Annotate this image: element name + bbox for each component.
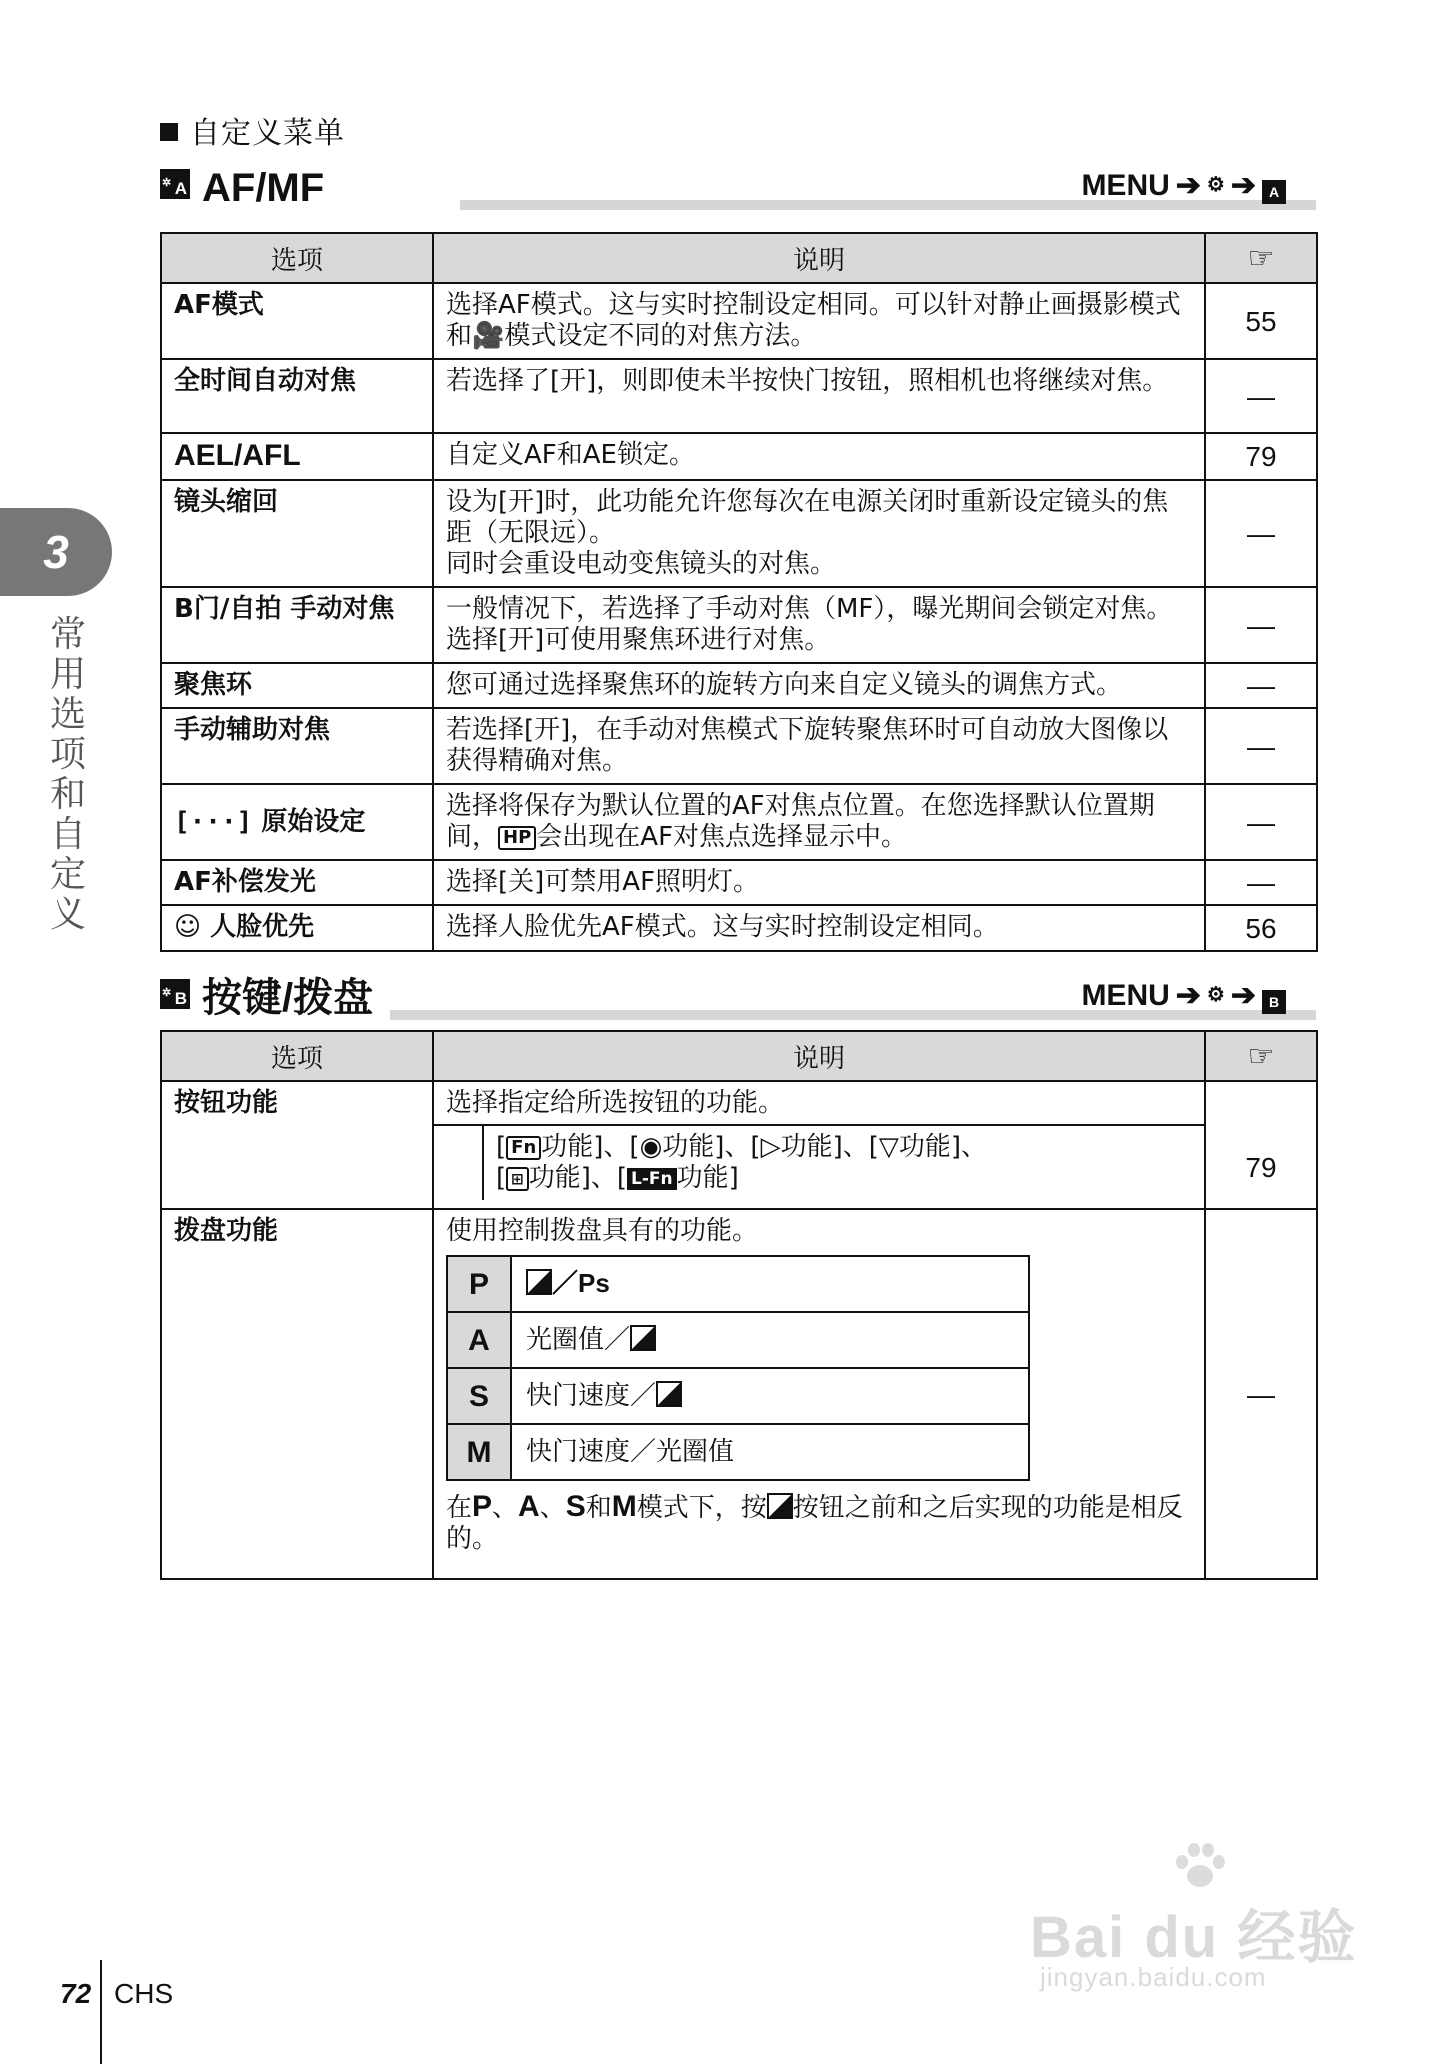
- page-reference: 55: [1205, 283, 1317, 359]
- option-cell: AEL/AFL: [161, 433, 433, 480]
- down-button-icon: ▽: [878, 1132, 899, 1162]
- description-cell: 自定义AF和AE锁定。: [433, 433, 1205, 480]
- dial-function-desc: 使用控制拨盘具有的功能。: [446, 1216, 759, 1246]
- table-row: [161, 784, 1317, 860]
- mode-function: 快门速度／: [511, 1368, 1029, 1424]
- table-header-row: [161, 233, 1317, 283]
- lfn-button-icon: L-Fn: [627, 1168, 677, 1190]
- column-header-description: 说明: [433, 1031, 1205, 1081]
- af-target-icon: [···]: [174, 806, 253, 837]
- home-position-icon: HP: [498, 826, 536, 850]
- column-header-option: 选项: [161, 1031, 433, 1081]
- custom-a-icon: A: [1262, 180, 1286, 204]
- exposure-compensation-icon: [767, 1493, 793, 1519]
- table-row: [161, 1081, 1317, 1209]
- mode-label: A: [447, 1312, 511, 1368]
- description-cell: 设为[开]时，此功能允许您每次在电源关闭时重新设定镜头的焦距（无限远）。 同时会重设电动变焦镜头的对焦。: [433, 480, 1205, 587]
- face-icon: ☺: [174, 912, 202, 942]
- arrow-right-icon: ➔: [1230, 979, 1256, 1012]
- option-cell: 按钮功能: [161, 1081, 433, 1209]
- option-cell: [···] 原始设定: [161, 784, 433, 860]
- record-button-icon: ◉: [639, 1132, 663, 1162]
- section-af-mf-title: ✲ A AF/MF: [162, 166, 325, 210]
- description-cell: 若选择了[开]，则即使未半按快门按钮，照相机也将继续对焦。: [433, 359, 1205, 433]
- gear-icon: ⚙: [1206, 984, 1225, 1006]
- page-reference: —: [1205, 359, 1317, 433]
- watermark-url: jingyan.baidu.com: [1040, 1962, 1267, 1992]
- mode-row: [447, 1424, 1029, 1480]
- page-reference: —: [1205, 480, 1317, 587]
- table-row: [161, 480, 1317, 587]
- description-cell: 若选择[开]，在手动对焦模式下旋转聚焦环时可自动放大图像以获得精确对焦。: [433, 708, 1205, 784]
- option-cell: 拨盘功能: [161, 1209, 433, 1579]
- page-reference: 56: [1205, 905, 1317, 951]
- arrow-right-icon: ➔: [1230, 169, 1256, 202]
- option-cell: B门/自拍 手动对焦: [161, 587, 433, 663]
- option-cell: AF模式: [161, 283, 433, 359]
- description-cell: [433, 1209, 1205, 1579]
- section-af-mf-header: [160, 150, 1316, 210]
- page-reference: —: [1205, 1209, 1317, 1579]
- custom-a-icon: ✲ A: [160, 169, 190, 199]
- table-row: [161, 663, 1317, 708]
- dial-mode-table: [446, 1255, 1030, 1481]
- mode-function: 快门速度／光圈值: [511, 1424, 1029, 1480]
- gear-icon: ⚙: [1206, 174, 1225, 196]
- page-reference: 79: [1205, 433, 1317, 480]
- option-cell: 镜头缩回: [161, 480, 433, 587]
- page-reference: —: [1205, 784, 1317, 860]
- exposure-compensation-icon: [656, 1381, 682, 1407]
- column-header-reference: [1205, 233, 1317, 283]
- pointing-hand-icon: ☞: [1247, 240, 1275, 276]
- exposure-compensation-icon: [630, 1325, 656, 1351]
- mode-row: [447, 1256, 1029, 1312]
- section-button-dial-title: ✲ B 按键/拨盘: [162, 976, 374, 1020]
- option-cell: ☺ 人脸优先: [161, 905, 433, 951]
- page-reference: 79: [1205, 1081, 1317, 1209]
- table-row: [161, 283, 1317, 359]
- menu-path: MENU ➔ ⚙ ➔ A: [1081, 168, 1286, 204]
- button-function-desc: 选择指定给所选按钮的功能。: [434, 1082, 1204, 1126]
- arrow-right-icon: ➔: [1175, 979, 1201, 1012]
- pointing-hand-icon: ☞: [1247, 1038, 1275, 1074]
- footer-divider: [100, 1960, 102, 2064]
- af-mf-table: [160, 232, 1318, 952]
- page-number: 72: [60, 1978, 92, 2009]
- menu-path: MENU ➔ ⚙ ➔ B: [1081, 978, 1286, 1014]
- exposure-compensation-icon: [526, 1269, 552, 1295]
- column-header-option: 选项: [161, 233, 433, 283]
- table-row: [161, 433, 1317, 480]
- custom-b-icon: B: [1262, 990, 1286, 1014]
- mode-label: M: [447, 1424, 511, 1480]
- page-reference: —: [1205, 587, 1317, 663]
- section-button-dial-header: [160, 960, 1316, 1020]
- button-function-list: [ Fn 功能]、[◉功能]、[▷功能]、[▽功能]、 [ ⊞ 功能]、[ L-Fn 功能]: [482, 1126, 1204, 1200]
- button-dial-table: [160, 1030, 1318, 1580]
- dial-function-note: 在P、A、S和M模式下，按 按钮之前和之后实现的功能是相反的。: [446, 1490, 1183, 1554]
- play-button-icon: ▷: [760, 1132, 781, 1162]
- arrow-right-icon: ➔: [1175, 169, 1201, 202]
- watermark-brand: Bai du 经验: [1030, 1905, 1358, 1970]
- baidu-watermark: [1030, 1840, 1370, 2000]
- description-cell: 一般情况下，若选择了手动对焦（MF），曝光期间会锁定对焦。选择[开]可使用聚焦环进行对焦。: [433, 587, 1205, 663]
- mode-row: [447, 1368, 1029, 1424]
- description-cell: 选择人脸优先AF模式。这与实时控制设定相同。: [433, 905, 1205, 951]
- chapter-title: 常用选项和自定义: [49, 614, 86, 935]
- option-cell: 手动辅助对焦: [161, 708, 433, 784]
- mode-row: [447, 1312, 1029, 1368]
- mode-label: S: [447, 1368, 511, 1424]
- description-cell: 选择将保存为默认位置的AF对焦点位置。在您选择默认位置期间， HP 会出现在AF对焦点选择显示中。: [433, 784, 1205, 860]
- paw-icon: [1170, 1840, 1230, 1890]
- description-cell: 选择AF模式。这与实时控制设定相同。可以针对静止画摄影模式和🎥模式设定不同的对焦方法。: [433, 283, 1205, 359]
- table-header-row: [161, 1031, 1317, 1081]
- description-cell: [433, 1081, 1205, 1209]
- movie-icon: 🎥: [472, 321, 505, 351]
- description-cell: 您可通过选择聚焦环的旋转方向来自定义镜头的调焦方式。: [433, 663, 1205, 708]
- mode-function: ／Ps: [511, 1256, 1029, 1312]
- table-row: [161, 1209, 1317, 1579]
- mode-label: P: [447, 1256, 511, 1312]
- table-row: [161, 860, 1317, 905]
- table-row: [161, 587, 1317, 663]
- option-cell: 全时间自动对焦: [161, 359, 433, 433]
- column-header-reference: [1205, 1031, 1317, 1081]
- page-reference: —: [1205, 708, 1317, 784]
- option-cell: AF补偿发光: [161, 860, 433, 905]
- table-row: [161, 905, 1317, 951]
- description-cell: 选择[关]可禁用AF照明灯。: [433, 860, 1205, 905]
- table-row: [161, 359, 1317, 433]
- page-reference: —: [1205, 663, 1317, 708]
- language-code: CHS: [114, 1978, 174, 2009]
- page-reference: —: [1205, 860, 1317, 905]
- multi-function-icon: ⊞: [506, 1167, 529, 1191]
- custom-b-icon: ✲ B: [160, 979, 190, 1009]
- column-header-description: 说明: [433, 233, 1205, 283]
- chapter-tab: 3: [0, 508, 112, 596]
- custom-menu-heading: 自定义菜单: [160, 108, 345, 152]
- fn-button-icon: Fn: [506, 1136, 541, 1160]
- mode-function: 光圈值／: [511, 1312, 1029, 1368]
- option-cell: 聚焦环: [161, 663, 433, 708]
- table-row: [161, 708, 1317, 784]
